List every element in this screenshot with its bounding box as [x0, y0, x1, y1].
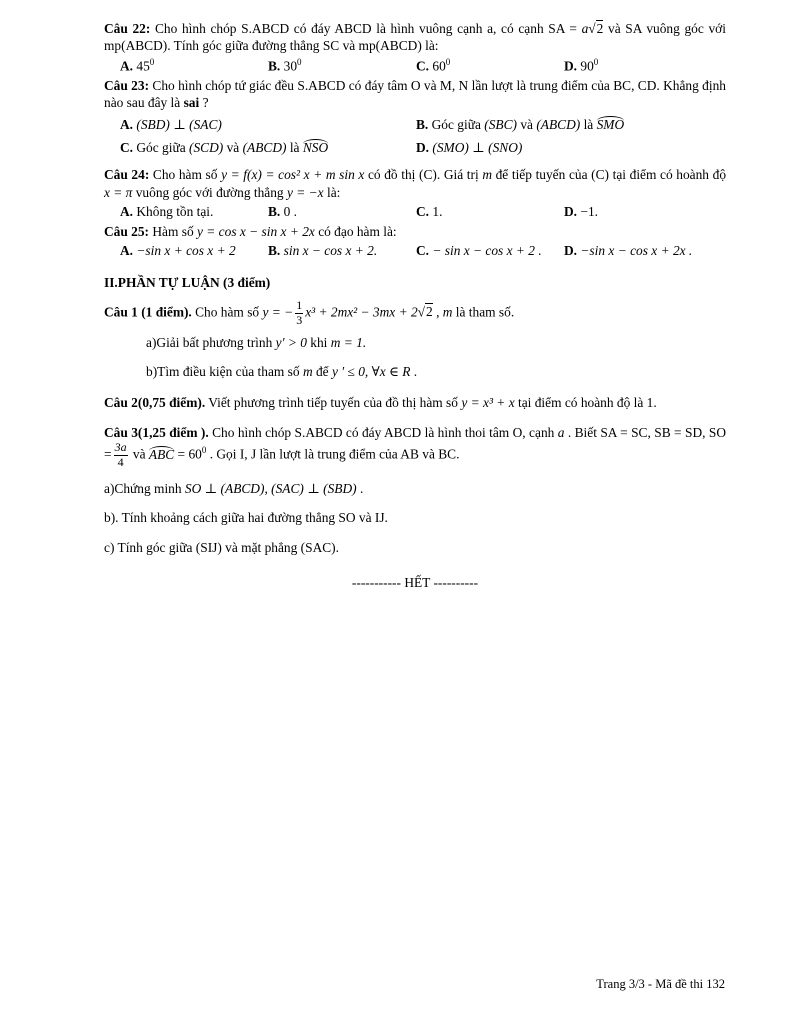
question-text: Cho hình chóp S.ABCD có đáy ABCD là hình vuông cạnh a, có cạnh SA = [150, 21, 582, 36]
math: y = f(x) = cos² x + m sin x [221, 167, 365, 183]
question-text: và SA vuông góc với mp(ABCD). Tính góc giữa đường thẳng SC và mp(ABCD) là: [104, 21, 726, 54]
question-label: Câu 24: [104, 167, 150, 183]
math: y = cos x − sin x + 2x [197, 223, 315, 239]
question-text: Cho hình chóp tứ giác đều S.ABCD có đáy tâm O và M, N lần lượt là trung điểm của BC, CD. Khẳng định nào sau đây là [104, 77, 726, 111]
essay-3b: b). Tính khoảng cách giữa hai đường thẳng SO và IJ. [104, 510, 388, 526]
angle-symbol: ABC [148, 446, 175, 462]
options-row [120, 139, 726, 156]
essay-2: Câu 2(0,75 điểm). Viết phương trình tiếp tuyến của đồ thị hàm số y = x³ + x tại điểm có hoành độ là 1. [104, 395, 657, 411]
essay-1a: a)Giải bất phương trình y′ > 0 khi m = 1. [146, 334, 367, 350]
question-text: ? [199, 95, 209, 111]
angle-symbol: SMO [596, 116, 625, 132]
question-label: Câu 25: [104, 223, 150, 239]
option-a[interactable]: A. −sin x + cos x + 2 [120, 243, 236, 259]
question-label: Câu 1 (1 điểm). [104, 304, 192, 320]
angle-symbol: NSO [302, 140, 329, 155]
options-row [120, 57, 726, 75]
essay-3a: a)Chứng minh SO ⊥ (ABCD), (SAC) ⊥ (SBD) . [104, 480, 364, 496]
question-24: Câu 24: Cho hàm số y = f(x) = cos² x + m sin x có đồ thị (C). Giá trị m để tiếp tuyến của (C) tại điểm có hoành độ x = π vuông góc với đường thẳng y = −x là: [104, 167, 727, 200]
essay-3: Câu 3(1,25 điểm ). Cho hình chóp S.ABCD có đáy ABCD là hình thoi tâm O, cạnh a . Biết SA = SC, SB = SD, SO = $\frac{3a}{4}$ và ABC = $60^0$ . Gọi I, J lần lượt là trung điểm của AB và BC. [104, 424, 726, 470]
option-b[interactable]: B. sin x − cos x + 2. [268, 243, 378, 259]
option-c[interactable]: C. − sin x − cos x + 2 . [416, 243, 542, 259]
option-b[interactable]: B. 0 . [268, 204, 298, 220]
option-a[interactable]: A. (SBD) ⊥ (SAC) [120, 116, 222, 132]
end-marker: ----------- HẾT ---------- [351, 575, 479, 591]
option-d[interactable]: D. −sin x − cos x + 2x . [564, 243, 693, 259]
math: y = −x [286, 184, 324, 200]
option-d[interactable]: D. −1. [564, 204, 598, 220]
math: a [581, 21, 589, 36]
emphasis: sai [183, 95, 200, 111]
essay-1b: b)Tìm điều kiện của tham số m để y ′ ≤ 0, ∀x ∈ R . [146, 363, 418, 379]
question-22 [104, 20, 726, 55]
option-c[interactable]: C. Góc giữa (SCD) và (ABCD) là NSO [120, 140, 329, 155]
question-label: Câu 22: [104, 21, 151, 36]
option-d[interactable]: D. (SMO) ⊥ (SNO) [416, 140, 523, 155]
options-row [120, 242, 726, 259]
options-row [120, 203, 726, 220]
option-a[interactable]: A. $45^0$ [120, 56, 155, 74]
fraction: $\frac{1}{3}$ [296, 297, 303, 327]
exam-page [104, 20, 726, 592]
page-footer: Trang 3/3 - Mã đề thi 132 [596, 977, 725, 991]
option-d[interactable]: D. $90^0$ [564, 56, 599, 74]
sqrt-symbol: √ [588, 21, 596, 36]
section-title: II.PHẦN TỰ LUẬN (3 điểm) [104, 274, 271, 290]
option-b[interactable]: B. $30^0$ [268, 56, 302, 74]
question-label: Câu 2(0,75 điểm). [104, 395, 206, 411]
sqrt-arg: 2 [596, 21, 604, 36]
option-a[interactable]: A. Không tồn tại. [120, 204, 214, 220]
essay-3c: c) Tính góc giữa (SIJ) và mặt phẳng (SAC). [104, 539, 339, 555]
question-label: Câu 23: [104, 77, 150, 93]
question-label: Câu 3(1,25 điểm ). [104, 424, 209, 440]
question-23 [104, 77, 726, 112]
question-25: Câu 25: Hàm số y = cos x − sin x + 2x có đạo hàm là: [104, 223, 397, 239]
math: x = π [104, 184, 133, 200]
essay-1: Câu 1 (1 điểm). Cho hàm số y = − $\frac{1}{3}$ x³ + 2mx² − 3mx + 2√2 , m là tham số. [104, 297, 515, 327]
sqrt-symbol: √ [417, 304, 426, 320]
option-c[interactable]: C. $60^0$ [416, 56, 451, 74]
option-c[interactable]: C. 1. [416, 204, 443, 220]
fraction: $\frac{3a}{4}$ [114, 440, 127, 470]
option-b[interactable]: B. Góc giữa (SBC) và (ABCD) là SMO [416, 116, 625, 132]
options-row [120, 116, 726, 133]
